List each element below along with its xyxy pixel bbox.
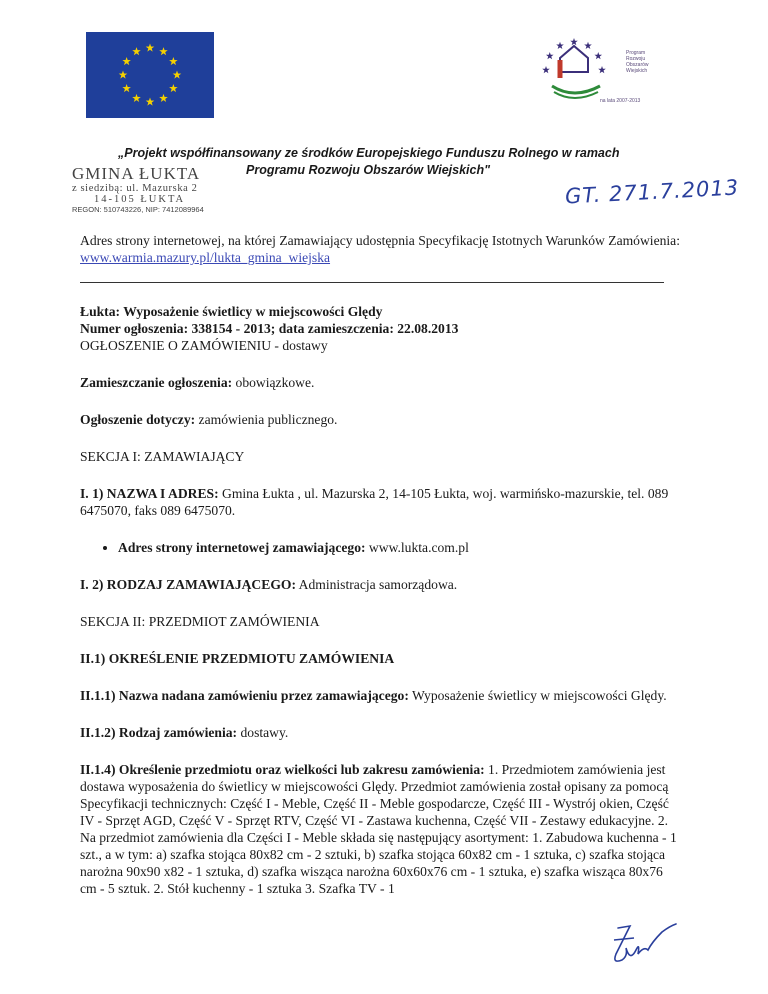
- contracting-kind-row: I. 2) RODZAJ ZAMAWIAJĄCEGO: Administracja samorządowa.: [80, 577, 458, 592]
- section-1-heading: SEKCJA I: ZAMAWIAJĄCY: [80, 449, 245, 464]
- flag-star: [584, 42, 592, 49]
- flag-star: [556, 42, 564, 49]
- handwritten-reference: GT. 271.7.2013: [564, 175, 740, 209]
- stamp-address: z siedzibą: ul. Mazurska 2: [72, 183, 198, 194]
- section-2-heading: SEKCJA II: PRZEDMIOT ZAMÓWIENIA: [80, 614, 320, 629]
- cofinance-line-1: „Projekt współfinansowany ze środków Europejskiego Funduszu Rolnego w ramach: [118, 146, 620, 160]
- prow-text: Program Rozwoju Obszarów Wiejskich: [626, 50, 649, 74]
- flag-star: [546, 52, 554, 59]
- municipality-stamp: [72, 165, 204, 215]
- prow-years: na lata 2007-2013: [600, 98, 641, 104]
- divider: [80, 282, 664, 283]
- order-scope-row: II.1.4) Określenie przedmiotu oraz wielkości lub zakresu zamówienia: 1. Przedmiotem zamówienia jest dostawa wyposażenia do świetlicy w miejscowości Ględy. Przedmiot zamówienia został opisany za pomocą Specyfikacji technicznych: Część I - Meble, Część II - Meble gospodarcze, Część III - Wystrój okien, Część IV - Sprzęt AGD, Część V - Sprzęt RTV, Część VI - Zastawa kuchenna, Część VII - Zestawy edukacyjne. 2. Na przedmiot zamówienia dla Części I - Meble składa się następujący asortyment: 1. Zabudowa kuchenna - 1 szt., a w tym: a) szafka stojąca 80x82 cm - 2 sztuki, b) szafka stojąca 60x82 cm - 1 sztuka, c) szafka stojąca narożna 90x90 x82 - 1 sztuka, d) szafka wisząca narożna 60x60x76 cm - 1 sztuka, e) szafka wisząca 80x76 cm - 5 sztuk. 2. Stół kuchenny - 1 sztuka 3. Szafka TV - 1: [80, 762, 677, 896]
- flag-star: [598, 66, 606, 73]
- obligatory-row: Zamieszczanie ogłoszenia: obowiązkowe.: [80, 375, 315, 390]
- cofinance-line-2: Programu Rozwoju Obszarów Wiejskich": [246, 163, 491, 177]
- notice-content: [80, 232, 680, 897]
- flag-star: [542, 66, 550, 73]
- stamp-regon: REGON: 510743226, NIP: 7412089964: [72, 205, 204, 214]
- stamp-city: 14-105 ŁUKTA: [94, 194, 186, 205]
- intro-text: Adres strony internetowej, na której Zamawiający udostępnia Specyfikację Istotnych Warunków Zamówienia:: [80, 233, 680, 248]
- notice-title: Łukta: Wyposażenie świetlicy w miejscowości Ględy: [80, 304, 383, 319]
- order-kind-row: II.1.2) Rodzaj zamówienia: dostawy.: [80, 725, 289, 740]
- web-list: [80, 539, 680, 556]
- stamp-name: GMINA ŁUKTA: [72, 164, 201, 183]
- flag-star: [570, 38, 578, 45]
- flag-star: [594, 52, 602, 59]
- order-name-row: II.1.1) Nazwa nadana zamówieniu przez zamawiającego: Wyposażenie świetlicy w miejscowości Ględy.: [80, 688, 667, 703]
- notice-number: Numer ogłoszenia: 338154 - 2013; data zamieszczenia: 22.08.2013: [80, 321, 459, 336]
- concerns-row: Ogłoszenie dotyczy: zamówienia publicznego.: [80, 412, 338, 427]
- section-2-1-heading: II.1) OKREŚLENIE PRZEDMIOTU ZAMÓWIENIA: [80, 651, 395, 666]
- notice-type: OGŁOSZENIE O ZAMÓWIENIU - dostawy: [80, 338, 328, 353]
- bip-link[interactable]: www.warmia.mazury.pl/lukta_gmina_wiejska: [80, 250, 331, 265]
- signature: [600, 920, 680, 980]
- eu-flag-icon: [86, 32, 214, 118]
- list-item: • Adres strony internetowej zamawiającego: www.lukta.com.pl: [118, 539, 680, 556]
- name-address-row: I. 1) NAZWA I ADRES: Gmina Łukta , ul. Mazurska 2, 14-105 Łukta, woj. warmińsko-mazurskie, tel. 089 6475070, faks 089 6475070.: [80, 486, 669, 518]
